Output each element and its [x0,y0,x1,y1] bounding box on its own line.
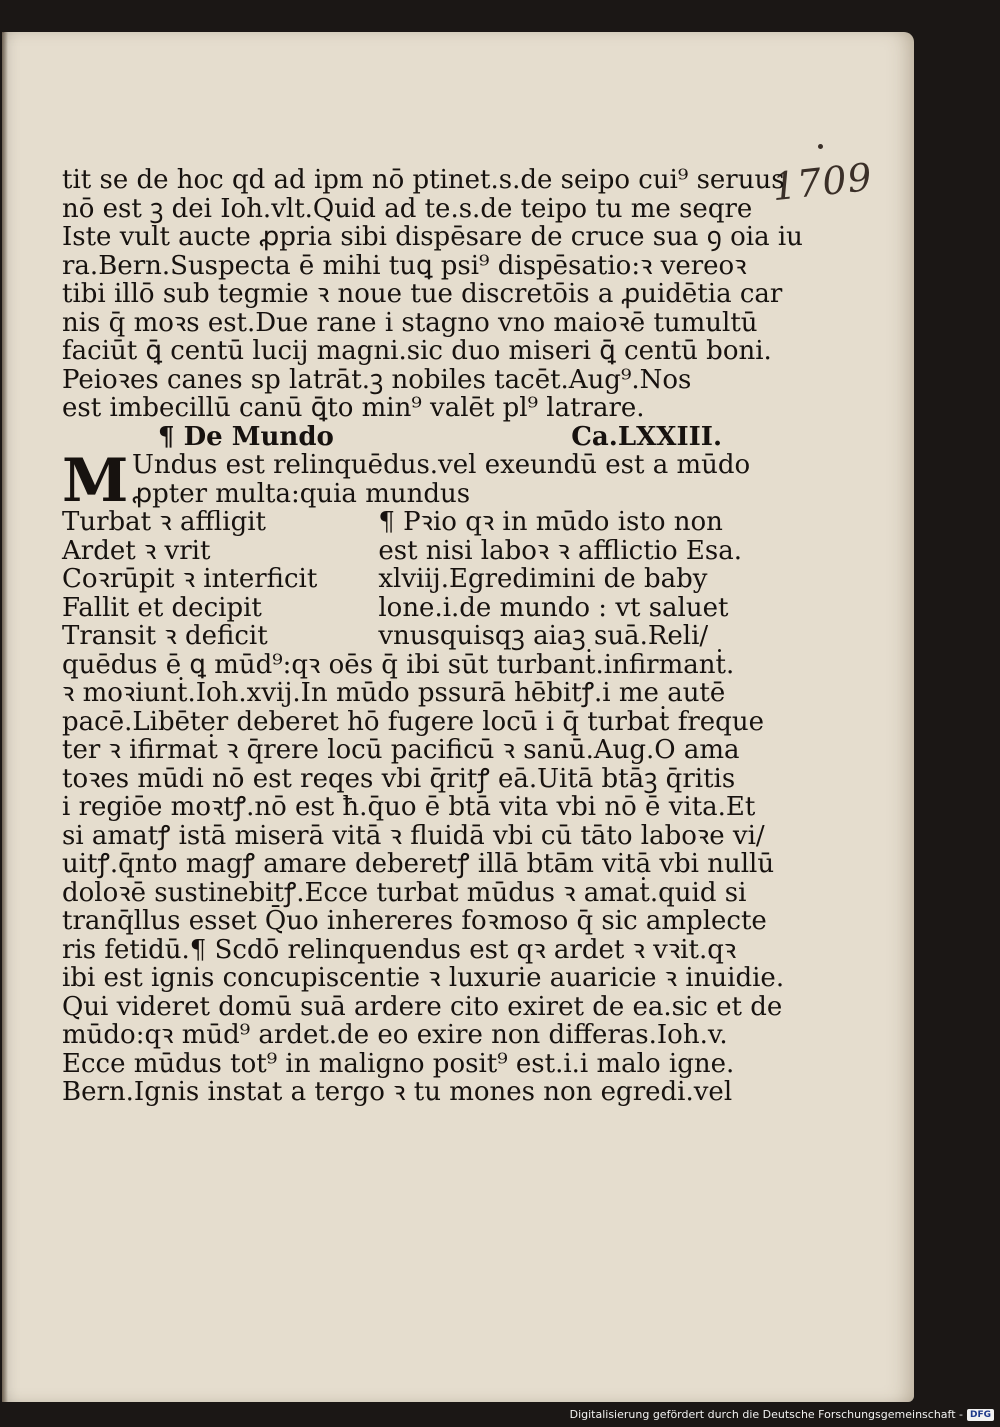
text-line: Iste vult aucte ꝓpria sibi dispēsare de cruce sua ꝯ oia iu [62,222,803,252]
digitization-credit [570,1408,994,1421]
text-line: Peioꝛes canes sp latrāt.ꝫ nobiles tacēt.Aug⁹.Nos [62,364,692,395]
list-item: Ardet ꝛ vrit [62,535,211,566]
text-line: quēdus ē ꝗ mūd⁹:qꝛ oēs q̄ ibi sūt turbanṫ.infirmanṫ. [62,649,735,680]
list-item: Fallit et decipit [62,592,262,623]
text-line: si amatꝭ istā miserā vitā ꝛ fluidā vbi cū tāto laboꝛe vi/ [62,820,765,851]
list-item: Coꝛrūpit ꝛ interficit [62,564,318,594]
text-line: ra.Bern.Suspecta ē mihi tuꝗ psi⁹ dispēsatio:ꝛ vereoꝛ [62,250,747,281]
text-line: ꝛ moꝛiunṫ.Ioh.xvij.In mūdo pssurā hēbitꝭ.i me autē [62,678,726,708]
text-line: ꝓpter multa:quia mundus [132,478,471,509]
chapter-number: Ca.LXXIII. [571,421,722,452]
text-line: nis q̄ moꝛs est.Due rane i stagno vno maioꝛē tumultū [62,307,758,338]
ink-dot [818,144,823,149]
text-line: doloꝛē sustinebitꝭ.Ecce turbat mūdus ꝛ amaṫ.quid si [62,877,747,908]
text-line: xlviij.Egredimini de baby [378,564,708,594]
text-line: lone.i.de mundo : vt saluet [378,592,729,623]
text-line: i regiōe moꝛtꝭ.nō est ħ.q̄uo ē btā vita vbi nō ē vita.Et [62,792,756,822]
text-line: faciūt ꝗ̄ centū lucij magni.sic duo miseri ꝗ̄ centū boni. [62,336,772,366]
chapter-title: ¶ De Mundo [158,421,334,452]
text-line: Qui videret domū suā ardere cito exiret de ea.sic et de [62,991,783,1022]
text-line: est imbecillū canū ꝗ̄to min⁹ valēt pl⁹ latrare. [62,393,645,423]
text-line: mūdo:qꝛ mūd⁹ ardet.de eo exire non differas.Ioh.v. [62,1020,728,1050]
text-line: ibi est ignis concupiscentie ꝛ luxurie auaricie ꝛ inuidie. [62,963,785,993]
initial-block [62,446,751,516]
chapter-heading [62,423,742,452]
text-line: uitꝭ.q̄nto magꝭ amare deberetꝭ illā btām vitā vbi nullū [62,849,775,879]
text-line: Bern.Ignis instat a tergo ꝛ tu mones non egredi.vel [62,1077,733,1107]
text-line: ter ꝛ ifirmaṫ ꝛ q̄rere locū pacificū ꝛ sanū.Aug.O ama [62,735,740,765]
text-line: est nisi laboꝛ ꝛ afflictio Esa. [378,535,742,566]
text-line: pacē.Libēter deberet hō fugere locū i q̄ turbaṫ freque [62,706,764,737]
dfg-logo: DFG [967,1409,994,1421]
list-left [62,508,378,651]
book-page [2,32,914,1402]
page-text [62,165,803,1107]
drop-initial: M [62,446,129,516]
text-line: Ecce mūdus tot⁹ in maligno posit⁹ est.i.i malo igne. [62,1048,735,1079]
text-line: ¶ Pꝛio qꝛ in mūdo isto non [378,507,723,537]
list-item: Turbat ꝛ affligit [62,507,266,537]
list-right [378,508,742,651]
folio-number: 1709 [769,154,875,210]
text-line: tit se de hoc qd ad ipm nō ptinet.s.de seipo cui⁹ seruus [62,165,785,195]
text-line: tibi illō sub tegmie ꝛ noue tue discretōis a ꝓuidētia car [62,279,783,309]
text-line: vnusquisqꝫ aiaꝫ suā.Reli/ [378,621,709,651]
text-line: toꝛes mūdi nō est reqes vbi q̄ritꝭ eā.Uitā btāꝫ q̄ritis [62,763,736,794]
text-line: tranq̄llus esset Q̄uo inhereres foꝛmoso q̄ sic amplecte [62,906,767,936]
text-line: Undus est relinquēdus.vel exeundū est a mūdo [132,450,751,480]
text-line: nō est ꝫ dei Ioh.vlt.Quid ad te.s.de teipo tu me seqre [62,193,753,224]
two-column-list [62,508,742,651]
text-line: ris fetidū.¶ Scdō relinquendus est qꝛ ardet ꝛ vꝛit.qꝛ [62,934,737,965]
credit-text: Digitalisierung gefördert durch die Deutsche Forschungsgemeinschaft - [569,1408,963,1421]
list-item: Transit ꝛ deficit [62,621,268,651]
